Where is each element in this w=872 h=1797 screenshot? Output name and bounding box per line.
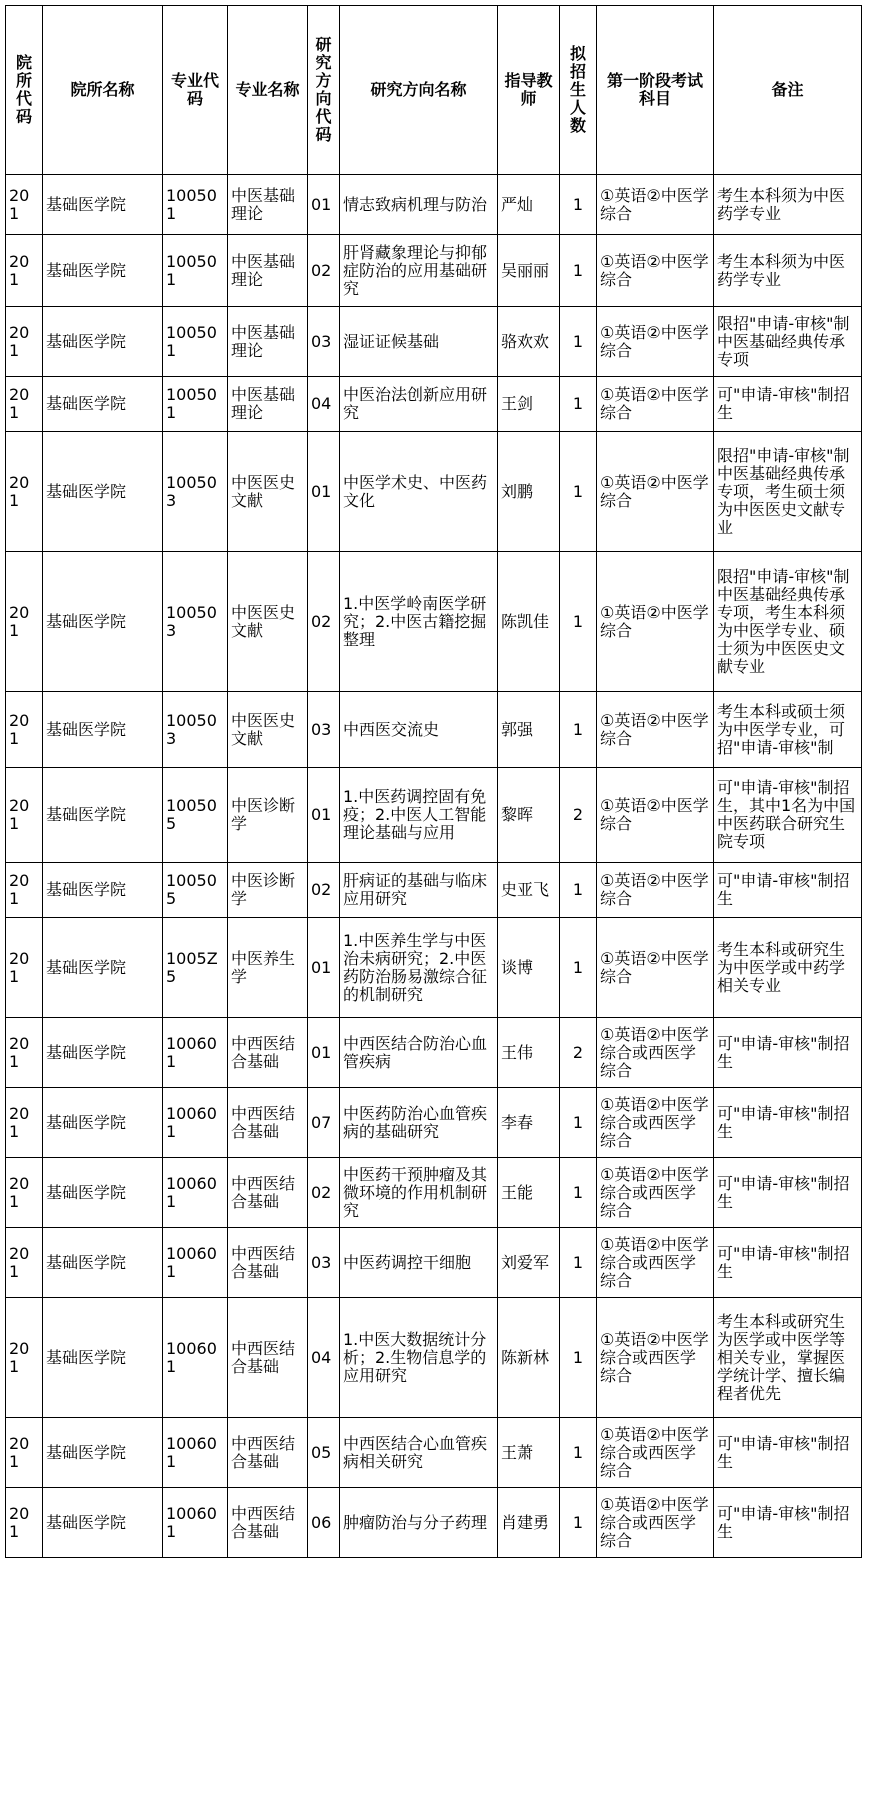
cell-planned-enrollment: 1	[560, 432, 597, 552]
cell-supervisor: 肖建勇	[498, 1488, 560, 1558]
table-row	[6, 1018, 862, 1088]
cell-planned-enrollment: 2	[560, 768, 597, 863]
cell-major-code: 100505	[163, 863, 228, 918]
cell-direction-name: 中西医结合防治心血管疾病	[340, 1018, 498, 1088]
cell-planned-enrollment: 1	[560, 1228, 597, 1298]
cell-major-name: 中医基础理论	[228, 377, 308, 432]
cell-institute-name: 基础医学院	[43, 235, 163, 307]
cell-exam-subjects: ①英语②中医学综合	[597, 918, 714, 1018]
cell-direction-code: 06	[308, 1488, 340, 1558]
cell-supervisor: 骆欢欢	[498, 307, 560, 377]
cell-institute-code: 201	[6, 1018, 43, 1088]
cell-remarks: 考生本科或研究生为医学或中医学等相关专业，掌握医学统计学、擅长编程者优先	[714, 1298, 862, 1418]
cell-major-name: 中西医结合基础	[228, 1298, 308, 1418]
header-major-code: 专业代码	[163, 6, 228, 175]
cell-direction-name: 中医治法创新应用研究	[340, 377, 498, 432]
cell-institute-code: 201	[6, 692, 43, 768]
cell-remarks: 可"申请-审核"制招生	[714, 1088, 862, 1158]
cell-planned-enrollment: 1	[560, 863, 597, 918]
cell-institute-name: 基础医学院	[43, 1018, 163, 1088]
table-row	[6, 377, 862, 432]
cell-direction-name: 中医学术史、中医药文化	[340, 432, 498, 552]
cell-supervisor: 郭强	[498, 692, 560, 768]
cell-planned-enrollment: 1	[560, 1158, 597, 1228]
cell-direction-code: 04	[308, 1298, 340, 1418]
cell-exam-subjects: ①英语②中医学综合	[597, 692, 714, 768]
cell-major-code: 100601	[163, 1488, 228, 1558]
cell-institute-name: 基础医学院	[43, 1158, 163, 1228]
cell-major-code: 100601	[163, 1418, 228, 1488]
cell-supervisor: 谈博	[498, 918, 560, 1018]
cell-remarks: 可"申请-审核"制招生	[714, 1228, 862, 1298]
cell-institute-code: 201	[6, 1488, 43, 1558]
cell-major-code: 100601	[163, 1018, 228, 1088]
cell-supervisor: 王萧	[498, 1418, 560, 1488]
cell-major-name: 中医基础理论	[228, 307, 308, 377]
cell-direction-name: 中西医结合心血管疾病相关研究	[340, 1418, 498, 1488]
table-row	[6, 768, 862, 863]
cell-institute-name: 基础医学院	[43, 918, 163, 1018]
cell-direction-code: 03	[308, 307, 340, 377]
cell-planned-enrollment: 2	[560, 1018, 597, 1088]
table-body	[6, 175, 862, 1558]
cell-institute-name: 基础医学院	[43, 863, 163, 918]
cell-major-name: 中西医结合基础	[228, 1228, 308, 1298]
cell-supervisor: 刘爱军	[498, 1228, 560, 1298]
cell-direction-name: 中医药防治心血管疾病的基础研究	[340, 1088, 498, 1158]
cell-major-name: 中医医史文献	[228, 432, 308, 552]
cell-direction-code: 03	[308, 692, 340, 768]
cell-institute-code: 201	[6, 863, 43, 918]
cell-supervisor: 王伟	[498, 1018, 560, 1088]
cell-remarks: 可"申请-审核"制招生	[714, 377, 862, 432]
cell-major-name: 中西医结合基础	[228, 1018, 308, 1088]
cell-institute-name: 基础医学院	[43, 1088, 163, 1158]
cell-remarks: 可"申请-审核"制招生	[714, 1488, 862, 1558]
header-planned-enrollment: 拟招生人数	[560, 6, 597, 175]
cell-major-name: 中医基础理论	[228, 175, 308, 235]
cell-exam-subjects: ①英语②中医学综合或西医学综合	[597, 1298, 714, 1418]
cell-major-name: 中西医结合基础	[228, 1488, 308, 1558]
cell-remarks: 限招"申请-审核"制中医基础经典传承专项，考生硕士须为中医医史文献专业	[714, 432, 862, 552]
cell-institute-code: 201	[6, 1298, 43, 1418]
header-institute-name: 院所名称	[43, 6, 163, 175]
cell-institute-code: 201	[6, 377, 43, 432]
cell-institute-code: 201	[6, 1088, 43, 1158]
cell-remarks: 考生本科或硕士须为中医学专业，可招"申请-审核"制	[714, 692, 862, 768]
cell-planned-enrollment: 1	[560, 1298, 597, 1418]
cell-remarks: 考生本科或研究生为中医学或中药学相关专业	[714, 918, 862, 1018]
cell-remarks: 可"申请-审核"制招生	[714, 1018, 862, 1088]
cell-remarks: 可"申请-审核"制招生	[714, 863, 862, 918]
cell-exam-subjects: ①英语②中医学综合	[597, 863, 714, 918]
cell-planned-enrollment: 1	[560, 1088, 597, 1158]
cell-major-name: 中医养生学	[228, 918, 308, 1018]
cell-supervisor: 黎晖	[498, 768, 560, 863]
cell-supervisor: 王剑	[498, 377, 560, 432]
table-row	[6, 552, 862, 692]
cell-institute-name: 基础医学院	[43, 432, 163, 552]
table-row	[6, 307, 862, 377]
cell-remarks: 限招"申请-审核"制中医基础经典传承专项，考生本科须为中医学专业、硕士须为中医医史文献专业	[714, 552, 862, 692]
table-row	[6, 432, 862, 552]
table-row	[6, 1158, 862, 1228]
table-row	[6, 235, 862, 307]
cell-direction-code: 01	[308, 918, 340, 1018]
cell-institute-code: 201	[6, 1418, 43, 1488]
cell-planned-enrollment: 1	[560, 175, 597, 235]
cell-direction-name: 1.中医学岭南医学研究；2.中医古籍挖掘整理	[340, 552, 498, 692]
header-institute-code: 院所代码	[6, 6, 43, 175]
cell-supervisor: 陈新林	[498, 1298, 560, 1418]
cell-major-code: 100601	[163, 1298, 228, 1418]
cell-major-code: 100601	[163, 1088, 228, 1158]
cell-major-code: 100505	[163, 768, 228, 863]
cell-direction-name: 1.中医药调控固有免疫；2.中医人工智能理论基础与应用	[340, 768, 498, 863]
table-row	[6, 1228, 862, 1298]
enrollment-table	[5, 5, 862, 1558]
cell-major-code: 100503	[163, 692, 228, 768]
cell-direction-code: 02	[308, 1158, 340, 1228]
cell-major-name: 中西医结合基础	[228, 1418, 308, 1488]
cell-direction-name: 中医药干预肿瘤及其微环境的作用机制研究	[340, 1158, 498, 1228]
cell-exam-subjects: ①英语②中医学综合	[597, 432, 714, 552]
cell-institute-code: 201	[6, 432, 43, 552]
cell-direction-name: 中西医交流史	[340, 692, 498, 768]
cell-major-code: 100501	[163, 235, 228, 307]
cell-major-code: 100503	[163, 432, 228, 552]
cell-supervisor: 史亚飞	[498, 863, 560, 918]
cell-major-code: 100601	[163, 1228, 228, 1298]
cell-major-code: 100601	[163, 1158, 228, 1228]
table-row	[6, 863, 862, 918]
cell-direction-code: 05	[308, 1418, 340, 1488]
cell-institute-code: 201	[6, 552, 43, 692]
cell-institute-name: 基础医学院	[43, 768, 163, 863]
header-supervisor: 指导教师	[498, 6, 560, 175]
cell-remarks: 考生本科须为中医药学专业	[714, 175, 862, 235]
cell-supervisor: 吴丽丽	[498, 235, 560, 307]
cell-exam-subjects: ①英语②中医学综合或西医学综合	[597, 1488, 714, 1558]
cell-planned-enrollment: 1	[560, 1488, 597, 1558]
cell-exam-subjects: ①英语②中医学综合	[597, 307, 714, 377]
table-row	[6, 918, 862, 1018]
cell-planned-enrollment: 1	[560, 1418, 597, 1488]
header-direction-name: 研究方向名称	[340, 6, 498, 175]
cell-direction-code: 01	[308, 1018, 340, 1088]
cell-major-name: 中西医结合基础	[228, 1158, 308, 1228]
cell-institute-code: 201	[6, 768, 43, 863]
cell-exam-subjects: ①英语②中医学综合或西医学综合	[597, 1088, 714, 1158]
cell-major-code: 100503	[163, 552, 228, 692]
cell-major-name: 中医医史文献	[228, 552, 308, 692]
cell-major-name: 中医诊断学	[228, 863, 308, 918]
cell-major-code: 1005Z5	[163, 918, 228, 1018]
cell-planned-enrollment: 1	[560, 377, 597, 432]
cell-direction-name: 肿瘤防治与分子药理	[340, 1488, 498, 1558]
header-remarks: 备注	[714, 6, 862, 175]
cell-direction-code: 02	[308, 863, 340, 918]
cell-major-name: 中医诊断学	[228, 768, 308, 863]
cell-institute-code: 201	[6, 175, 43, 235]
cell-exam-subjects: ①英语②中医学综合	[597, 235, 714, 307]
cell-exam-subjects: ①英语②中医学综合	[597, 552, 714, 692]
cell-remarks: 考生本科须为中医药学专业	[714, 235, 862, 307]
cell-planned-enrollment: 1	[560, 307, 597, 377]
cell-institute-name: 基础医学院	[43, 1228, 163, 1298]
cell-exam-subjects: ①英语②中医学综合或西医学综合	[597, 1228, 714, 1298]
cell-institute-name: 基础医学院	[43, 552, 163, 692]
cell-institute-name: 基础医学院	[43, 692, 163, 768]
cell-exam-subjects: ①英语②中医学综合或西医学综合	[597, 1418, 714, 1488]
cell-institute-name: 基础医学院	[43, 1488, 163, 1558]
cell-institute-name: 基础医学院	[43, 1298, 163, 1418]
cell-direction-code: 07	[308, 1088, 340, 1158]
cell-remarks: 可"申请-审核"制招生，其中1名为中国中医药联合研究生院专项	[714, 768, 862, 863]
cell-major-code: 100501	[163, 175, 228, 235]
cell-planned-enrollment: 1	[560, 918, 597, 1018]
cell-institute-name: 基础医学院	[43, 307, 163, 377]
cell-exam-subjects: ①英语②中医学综合	[597, 175, 714, 235]
cell-direction-name: 1.中医大数据统计分析；2.生物信息学的应用研究	[340, 1298, 498, 1418]
cell-major-code: 100501	[163, 307, 228, 377]
cell-remarks: 可"申请-审核"制招生	[714, 1418, 862, 1488]
cell-institute-code: 201	[6, 307, 43, 377]
cell-institute-code: 201	[6, 918, 43, 1018]
cell-major-name: 中医医史文献	[228, 692, 308, 768]
cell-remarks: 可"申请-审核"制招生	[714, 1158, 862, 1228]
table-row	[6, 1418, 862, 1488]
cell-exam-subjects: ①英语②中医学综合	[597, 377, 714, 432]
cell-institute-code: 201	[6, 235, 43, 307]
cell-supervisor: 李春	[498, 1088, 560, 1158]
cell-direction-code: 02	[308, 552, 340, 692]
cell-institute-name: 基础医学院	[43, 377, 163, 432]
cell-direction-name: 肝病证的基础与临床应用研究	[340, 863, 498, 918]
cell-supervisor: 陈凯佳	[498, 552, 560, 692]
cell-planned-enrollment: 1	[560, 235, 597, 307]
table-row	[6, 1088, 862, 1158]
cell-institute-code: 201	[6, 1158, 43, 1228]
cell-exam-subjects: ①英语②中医学综合	[597, 768, 714, 863]
cell-direction-code: 01	[308, 432, 340, 552]
table-row	[6, 175, 862, 235]
table-row	[6, 692, 862, 768]
header-direction-code: 研究方向代码	[308, 6, 340, 175]
cell-direction-code: 02	[308, 235, 340, 307]
cell-direction-code: 01	[308, 175, 340, 235]
cell-planned-enrollment: 1	[560, 552, 597, 692]
cell-direction-code: 01	[308, 768, 340, 863]
cell-direction-name: 中医药调控干细胞	[340, 1228, 498, 1298]
cell-supervisor: 严灿	[498, 175, 560, 235]
cell-direction-code: 04	[308, 377, 340, 432]
cell-institute-name: 基础医学院	[43, 1418, 163, 1488]
table-row	[6, 1488, 862, 1558]
cell-direction-name: 肝肾藏象理论与抑郁症防治的应用基础研究	[340, 235, 498, 307]
cell-direction-name: 1.中医养生学与中医治未病研究；2.中医药防治肠易激综合征的机制研究	[340, 918, 498, 1018]
cell-direction-name: 湿证证候基础	[340, 307, 498, 377]
cell-exam-subjects: ①英语②中医学综合或西医学综合	[597, 1158, 714, 1228]
cell-direction-name: 情志致病机理与防治	[340, 175, 498, 235]
cell-supervisor: 王能	[498, 1158, 560, 1228]
table-row	[6, 1298, 862, 1418]
header-row	[6, 6, 862, 175]
header-major-name: 专业名称	[228, 6, 308, 175]
cell-major-name: 中西医结合基础	[228, 1088, 308, 1158]
cell-institute-name: 基础医学院	[43, 175, 163, 235]
cell-exam-subjects: ①英语②中医学综合或西医学综合	[597, 1018, 714, 1088]
cell-planned-enrollment: 1	[560, 692, 597, 768]
cell-supervisor: 刘鹏	[498, 432, 560, 552]
cell-remarks: 限招"申请-审核"制中医基础经典传承专项	[714, 307, 862, 377]
cell-institute-code: 201	[6, 1228, 43, 1298]
cell-major-code: 100501	[163, 377, 228, 432]
header-exam-subjects: 第一阶段考试科目	[597, 6, 714, 175]
cell-major-name: 中医基础理论	[228, 235, 308, 307]
cell-direction-code: 03	[308, 1228, 340, 1298]
